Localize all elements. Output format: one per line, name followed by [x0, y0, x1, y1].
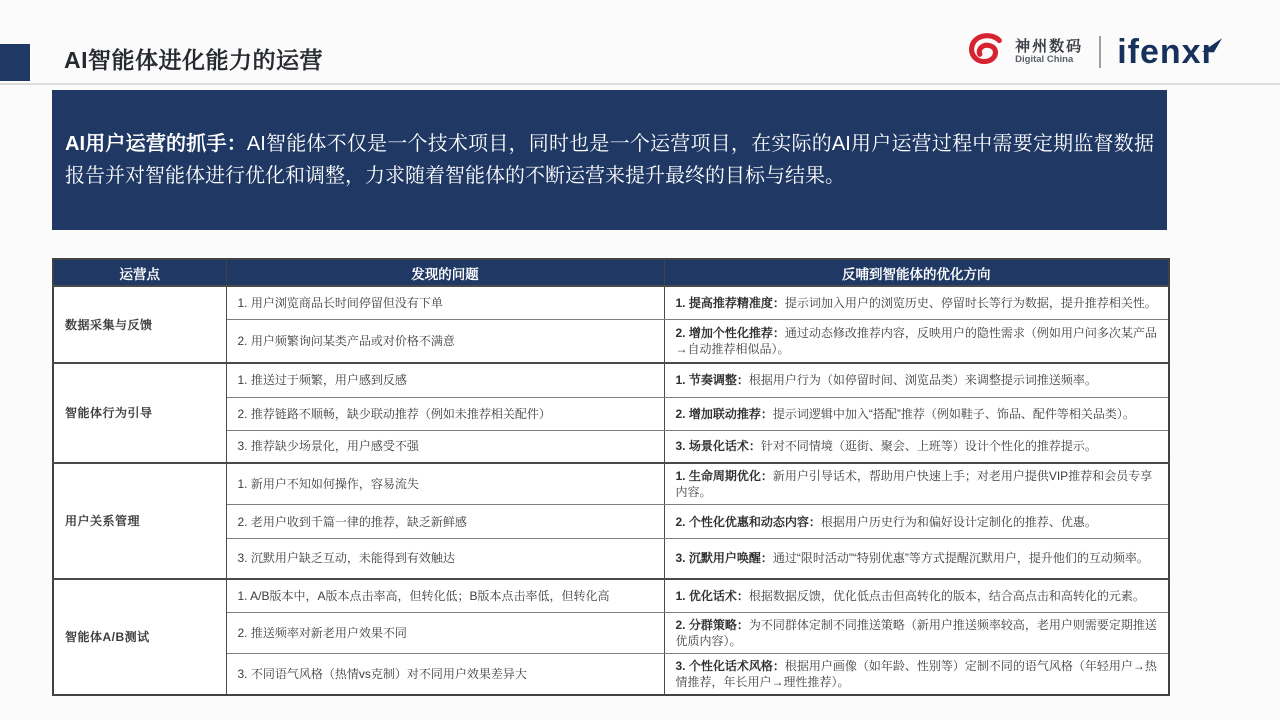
- digital-china-en-label: Digital China: [1015, 54, 1074, 66]
- operations-table-wrap: [52, 258, 1168, 696]
- ifenxi-wordmark: ifenxı: [1117, 33, 1212, 71]
- problem-cell: 2. 推送频率对新老用户效果不同: [226, 613, 664, 654]
- operation-point-cell: 用户关系管理: [53, 463, 226, 579]
- ifenxi-logo: [1117, 35, 1220, 69]
- digital-china-text: [1015, 39, 1083, 66]
- digital-china-logo: [964, 31, 1083, 74]
- title-bar: [0, 0, 1280, 85]
- problem-cell: 1. 新用户不知如何操作，容易流失: [226, 463, 664, 505]
- digital-china-cn-label: 神州数码: [1015, 37, 1084, 55]
- problem-cell: 2. 用户频繁询问某类产品或对价格不满意: [226, 319, 664, 363]
- optimization-cell: [664, 539, 1169, 579]
- logo-area: [964, 28, 1220, 76]
- optimization-cell: [664, 654, 1169, 696]
- intro-banner-body: AI智能体不仅是一个技术项目，同时也是一个运营项目，在实际的AI用户运营过程中需要定期监督数据报告并对智能体进行优化和调整，力求随着智能体的不断运营来提升最终的目标与结果。: [65, 133, 1154, 187]
- optimization-detail: 通过“限时活动”“特别优惠”等方式提醒沉默用户，提升他们的互动频率。: [772, 551, 1149, 566]
- intro-banner: [52, 90, 1167, 230]
- optimization-detail: 根据用户行为（如停留时间、浏览品类）来调整提示词推送频率。: [748, 373, 1097, 388]
- optimization-term: 2. 个性化优惠和动态内容：: [675, 514, 821, 529]
- optimization-cell: [664, 579, 1169, 613]
- table-group: [53, 286, 1169, 363]
- optimization-term: 1. 节奏调整：: [675, 373, 749, 388]
- optimization-cell: [664, 613, 1169, 654]
- optimization-detail: 提示词加入用户的浏览历史、停留时长等行为数据，提升推荐相关性。: [784, 295, 1157, 310]
- problem-cell: 2. 推荐链路不顺畅，缺少联动推荐（例如未推荐相关配件）: [226, 397, 664, 430]
- table-row: [53, 286, 1169, 319]
- optimization-cell: [664, 463, 1169, 505]
- logo-separator: [1099, 36, 1101, 68]
- table-group: [53, 463, 1169, 579]
- optimization-term: 1. 优化话术：: [675, 588, 749, 603]
- page-title: AI智能体进化能力的运营: [64, 47, 323, 73]
- optimization-term: 1. 生命周期优化：: [675, 469, 773, 483]
- optimization-term: 3. 场景化话术：: [675, 439, 761, 454]
- ifenxi-arrow-icon: [1202, 25, 1222, 59]
- problem-cell: 1. 推送过于频繁，用户感到反感: [226, 363, 664, 397]
- optimization-term: 2. 增加联动推荐：: [675, 406, 773, 421]
- optimization-detail: 为不同群体定制不同推送策略（新用户推送频率较高，老用户则需要定期推送优质内容）。: [675, 618, 1157, 648]
- table-group: [53, 579, 1169, 696]
- table-row: [53, 579, 1169, 613]
- intro-banner-lead: AI用户运营的抓手：: [65, 133, 247, 155]
- intro-banner-text: [52, 128, 1167, 192]
- optimization-detail: 针对不同情境（逛街、聚会、上班等）设计个性化的推荐提示。: [760, 439, 1097, 454]
- table-header-col-2: 反哺到智能体的优化方向: [664, 259, 1169, 286]
- table-row: [53, 363, 1169, 397]
- problem-cell: 3. 不同语气风格（热情vs克制）对不同用户效果差异大: [226, 654, 664, 696]
- problem-cell: 3. 沉默用户缺乏互动，未能得到有效触达: [226, 539, 664, 579]
- operations-table: [52, 258, 1170, 696]
- optimization-detail: 新用户引导话术，帮助用户快速上手；对老用户提供VIP推荐和会员专享内容。: [675, 469, 1153, 499]
- optimization-detail: 提示词逻辑中加入“搭配”推荐（例如鞋子、饰品、配件等相关品类）。: [772, 406, 1135, 421]
- optimization-term: 2. 分群策略：: [675, 618, 749, 632]
- table-header-col-1: 发现的问题: [226, 259, 664, 286]
- operation-point-cell: 数据采集与反馈: [53, 286, 226, 363]
- optimization-term: 1. 提高推荐精准度：: [675, 295, 785, 310]
- optimization-cell: [664, 286, 1169, 319]
- table-header-col-0: 运营点: [53, 259, 226, 286]
- optimization-detail: 通过动态修改推荐内容，反映用户的隐性需求（例如用户问多次某产品→自动推荐相似品）。: [675, 325, 1157, 356]
- optimization-detail: 根据数据反馈，优化低点击但高转化的版本，结合高点击和高转化的元素。: [748, 588, 1145, 603]
- optimization-term: 3. 沉默用户唤醒：: [675, 551, 773, 566]
- optimization-term: 3. 个性化话术风格：: [675, 659, 785, 673]
- problem-cell: 2. 老用户收到千篇一律的推荐，缺乏新鲜感: [226, 505, 664, 539]
- digital-china-swirl-icon: [964, 31, 1008, 74]
- table-header-row: [53, 259, 1169, 286]
- title-accent-square: [0, 44, 30, 81]
- problem-cell: 1. A/B版本中，A版本点击率高，但转化低；B版本点击率低，但转化高: [226, 579, 664, 613]
- optimization-cell: [664, 397, 1169, 430]
- problem-cell: 3. 推荐缺少场景化，用户感受不强: [226, 430, 664, 463]
- operation-point-cell: 智能体行为引导: [53, 363, 226, 463]
- optimization-cell: [664, 319, 1169, 363]
- problem-cell: 1. 用户浏览商品长时间停留但没有下单: [226, 286, 664, 319]
- optimization-detail: 根据用户历史行为和偏好设计定制化的推荐、优惠。: [820, 514, 1097, 529]
- table-group: [53, 363, 1169, 463]
- table-row: [53, 463, 1169, 505]
- optimization-detail: 根据用户画像（如年龄、性别等）定制不同的语气风格（年轻用户→热情推荐，年长用户→理性推荐）。: [675, 659, 1157, 689]
- optimization-cell: [664, 430, 1169, 463]
- operation-point-cell: 智能体A/B测试: [53, 579, 226, 696]
- optimization-cell: [664, 505, 1169, 539]
- optimization-cell: [664, 363, 1169, 397]
- optimization-term: 2. 增加个性化推荐：: [675, 325, 785, 340]
